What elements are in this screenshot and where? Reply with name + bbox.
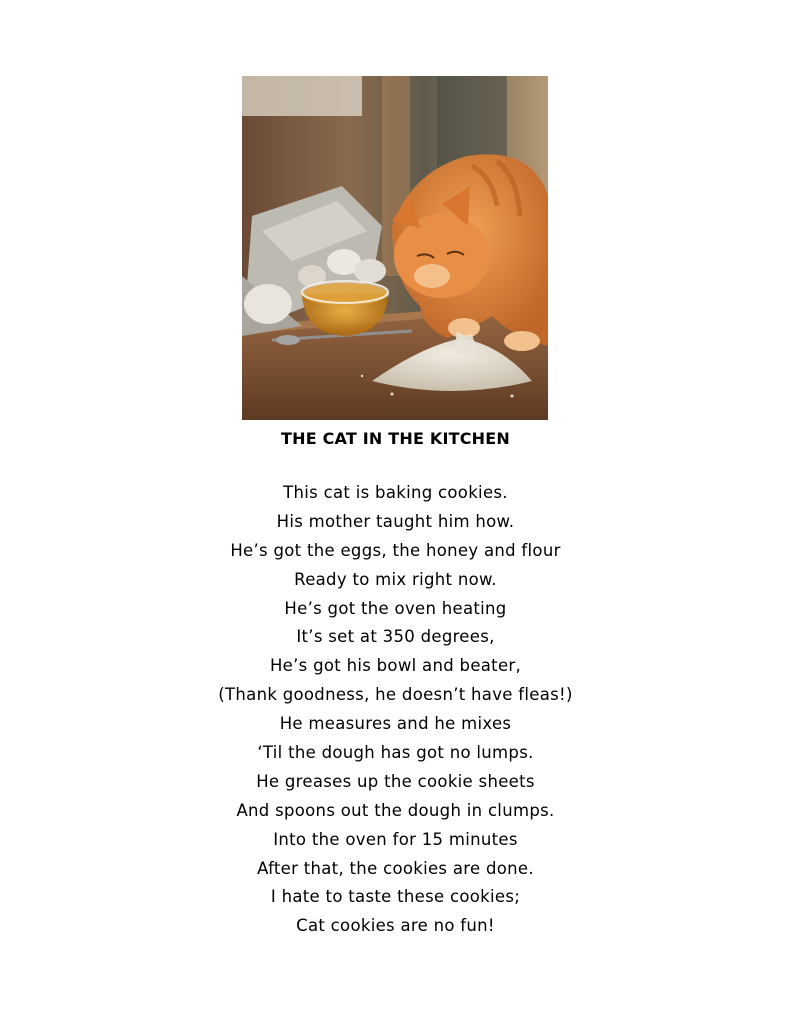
poem-line: And spoons out the dough in clumps. [236, 800, 555, 820]
poem-line: He greases up the cookie sheets [256, 771, 535, 791]
poem-line: Into the oven for 15 minutes [273, 829, 518, 849]
poem-line: ‘Til the dough has got no lumps. [257, 743, 534, 763]
poem-text [0, 479, 791, 941]
poem-line: He’s got the eggs, the honey and flour [230, 540, 561, 560]
poem-line: He measures and he mixes [279, 714, 512, 734]
poem-line: His mother taught him how. [276, 511, 515, 531]
poem-title: THE CAT IN THE KITCHEN [280, 429, 510, 448]
poem-line: I hate to taste these cookies; [270, 887, 521, 907]
poem-line: Ready to mix right now. [294, 569, 497, 589]
poem-line: He’s got the oven heating [284, 598, 507, 618]
poem-line: This cat is baking cookies. [283, 483, 508, 502]
poem-line: He’s got his bowl and beater, [269, 656, 522, 676]
poem-line: Cat cookies are no fun! [296, 916, 495, 936]
poem-line: (Thank goodness, he doesn’t have fleas!) [218, 685, 573, 705]
cat-kitchen-photo [242, 76, 548, 420]
poem-line: It’s set at 350 degrees, [296, 627, 495, 647]
poem-line: After that, the cookies are done. [257, 858, 534, 878]
